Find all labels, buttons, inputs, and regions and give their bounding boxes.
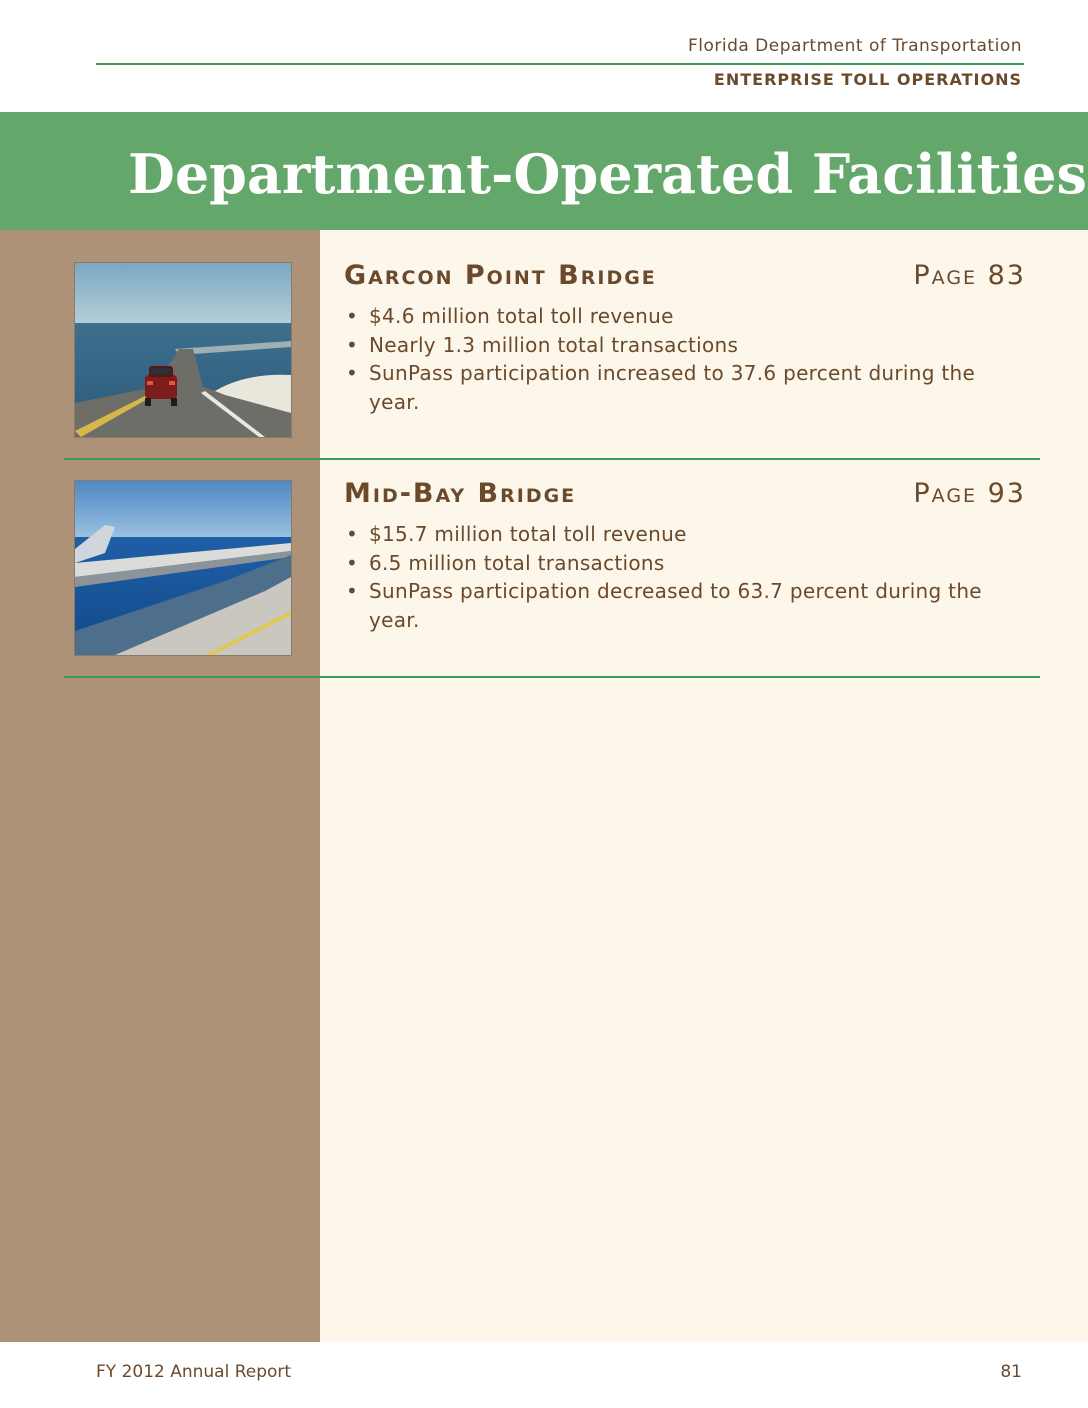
facility-name: Mid-Bay Bridge [344, 478, 577, 509]
header-division: ENTERPRISE TOLL OPERATIONS [713, 70, 1022, 89]
bullet-item: • Nearly 1.3 million total transactions [344, 331, 1024, 360]
bullet-item: • 6.5 million total transactions [344, 549, 1024, 578]
bullet-item: • $15.7 million total toll revenue [344, 520, 1024, 549]
header-rule [96, 63, 1024, 65]
section-divider [64, 676, 1040, 678]
facility-bullets [344, 302, 1024, 416]
facility-name: Garcon Point Bridge [344, 260, 657, 291]
footer-report-title: FY 2012 Annual Report [96, 1362, 292, 1382]
bullet-item: • SunPass participation decreased to 63.7 percent during the year. [344, 577, 1024, 634]
facility-page-link[interactable]: Page 93 [913, 478, 1026, 509]
header-org: Florida Department of Transportation [687, 36, 1022, 56]
section-divider [64, 458, 1040, 460]
garcon-point-bridge-photo [74, 262, 292, 438]
title-banner [0, 112, 1088, 230]
facility-bullets [344, 520, 1024, 634]
bullet-item: • $4.6 million total toll revenue [344, 302, 1024, 331]
bullet-item: • SunPass participation increased to 37.6 percent during the year. [344, 359, 1024, 416]
facility-page-link[interactable]: Page 83 [913, 260, 1026, 291]
page-title: Department-Operated Facilities [128, 142, 1087, 206]
footer-page-number: 81 [1000, 1362, 1022, 1382]
mid-bay-bridge-photo [74, 480, 292, 656]
